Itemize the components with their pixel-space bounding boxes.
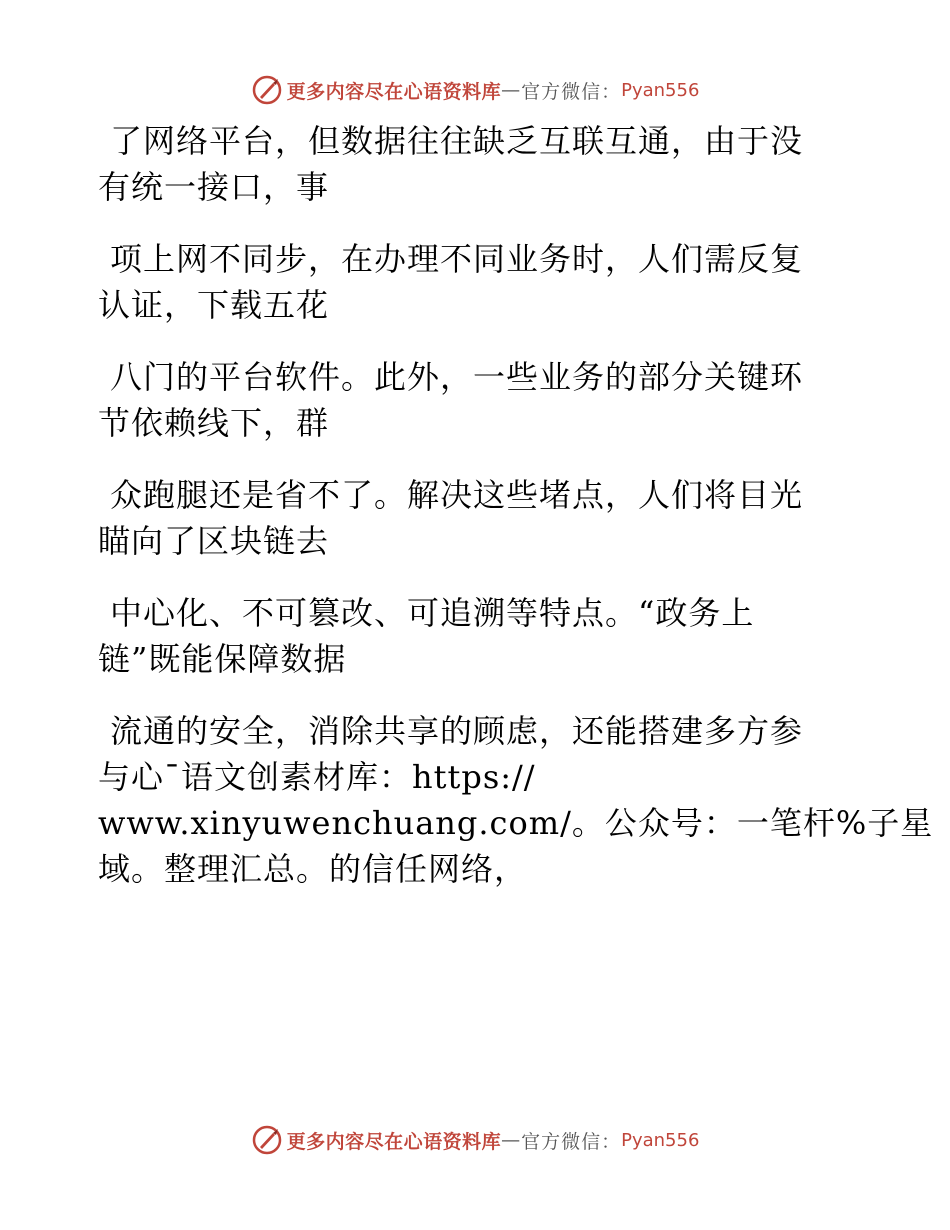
paragraph xyxy=(98,590,858,682)
text-line: www.xinyuwenchuang.com/。公众号：一笔杆%子星 xyxy=(98,804,934,842)
quill-circle-icon xyxy=(251,1124,283,1156)
watermark-main-text: 更多内容尽在心语资料库 xyxy=(286,1130,502,1153)
paragraph xyxy=(98,472,858,564)
text-line: 项上网不同步，在办理不同业务时，人们需反复 xyxy=(110,240,804,278)
text-line: 域。整理汇总。的信任网络， xyxy=(98,850,528,888)
text-line: 与心¯语文创素材库：https:// xyxy=(98,758,536,796)
text-line: 链”既能保障数据 xyxy=(98,640,347,678)
paragraph xyxy=(98,354,858,446)
watermark-secondary-text: 官方微信： xyxy=(521,1130,622,1153)
text-line: 众跑腿还是省不了。解决这些堵点，人们将目光 xyxy=(110,476,804,514)
text-line: 流通的安全，消除共享的顾虑，还能搭建多方参 xyxy=(110,712,804,750)
watermark-main-text: 更多内容尽在心语资料库 xyxy=(286,80,502,103)
text-line: 有统一接口，事 xyxy=(98,168,330,206)
footer-watermark xyxy=(0,1122,950,1158)
paragraph xyxy=(98,236,858,328)
watermark-separator: — xyxy=(501,1129,522,1151)
quill-circle-icon xyxy=(251,74,283,106)
text-line: 瞄向了区块链去 xyxy=(98,522,330,560)
watermark-account: Pyan556 xyxy=(621,1129,700,1151)
watermark-secondary-text: 官方微信： xyxy=(521,80,622,103)
text-line: 八门的平台软件。此外，一些业务的部分关键环 xyxy=(110,358,804,396)
text-line: 了网络平台，但数据往往缺乏互联互通，由于没 xyxy=(110,122,804,160)
text-line: 认证，下载五花 xyxy=(98,286,330,324)
paragraph xyxy=(98,708,934,892)
watermark-account: Pyan556 xyxy=(621,79,700,101)
paragraph xyxy=(98,118,858,210)
text-line: 中心化、不可篡改、可追溯等特点。“政务上 xyxy=(110,594,755,632)
watermark-separator: — xyxy=(501,79,522,101)
text-line: 节依赖线下，群 xyxy=(98,404,330,442)
header-watermark xyxy=(0,72,950,108)
document-body xyxy=(98,118,934,918)
